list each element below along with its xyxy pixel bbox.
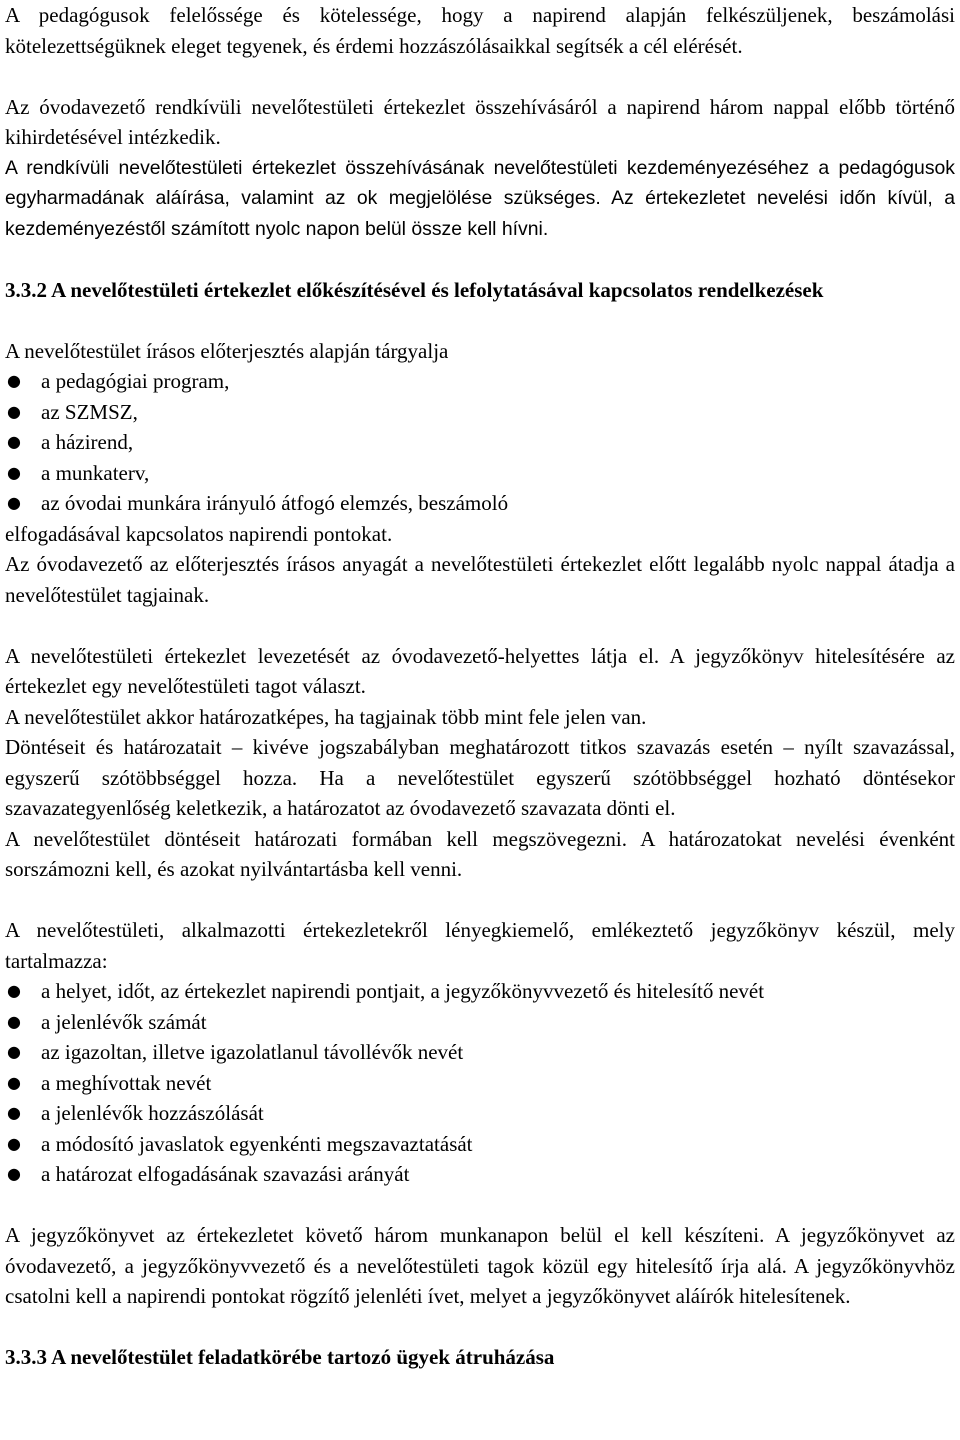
paragraph-spacer xyxy=(5,305,955,336)
list-item xyxy=(5,1098,955,1129)
list-item-text: az SZMSZ, xyxy=(41,399,138,424)
list-item-text: a meghívottak nevét xyxy=(41,1070,212,1095)
paragraph-teacher-responsibility: A pedagógusok felelőssége és kötelessége, hogy a napirend alapján felkészüljenek, beszámolási kötelezettségüknek eleget tegyenek, és érdemi hozzászólásaikkal segítsék a cél elérését. xyxy=(5,3,955,58)
bullet-icon: ● xyxy=(7,1011,21,1031)
paragraph-spacer xyxy=(5,885,955,916)
paragraph-meeting-initiative: A rendkívüli nevelőtestületi értekezlet összehívásának nevelőtestületi kezdeményezéséhez a pedagógusok egyharmadának aláírása, valamint az ok megjelölése szükséges. Az értekezletet nevelési időn kívül, a kezdeményezéstől számított nyolc napon belül össze kell hívni. xyxy=(5,156,955,240)
bullet-icon: ● xyxy=(7,371,21,390)
paragraph-spacer xyxy=(5,244,955,275)
paragraph-spacer xyxy=(5,61,955,92)
list-item-text: a munkaterv, xyxy=(41,460,150,485)
paragraph-quorum: A nevelőtestület akkor határozatképes, ha tagjainak több mint fele jelen van. xyxy=(5,704,647,729)
list-item-text: a pedagógiai program, xyxy=(41,369,230,393)
paragraph-spacer xyxy=(5,1190,955,1221)
paragraph-proposal-intro: A nevelőtestület írásos előterjesztés alapján tárgyalja xyxy=(5,338,449,363)
list-item-text: a házirend, xyxy=(41,430,134,454)
list-item xyxy=(5,427,955,458)
paragraph-resolutions: A nevelőtestület döntéseit határozati formában kell megszövegezni. A határozatokat nevelési évenként sorszámozni kell, és azokat nyilvántartásba kell venni. xyxy=(5,826,955,881)
paragraph-extraordinary-meeting: Az óvodavezető rendkívüli nevelőtestületi értekezlet összehívásáról a napirend három nappal előbb történő kihirdetésével intézkedik. xyxy=(5,94,955,149)
list-item xyxy=(5,976,955,1007)
paragraph-meeting-chair: A nevelőtestületi értekezlet levezetését az óvodavezető-helyettes látja el. A jegyzőkönyv hitelesítésére az értekezlet egy nevelőtestületi tagot választ. xyxy=(5,643,955,698)
section-heading-3-3-2: 3.3.2 A nevelőtestületi értekezlet előkészítésével és lefolytatásával kapcsolatos rendelkezések xyxy=(5,277,824,302)
section-heading-3-3-3: 3.3.3 A nevelőtestület feladatkörébe tartozó ügyek átruházása xyxy=(5,1345,555,1369)
list-item-text: a jelenlévők számát xyxy=(41,1009,207,1034)
list-item xyxy=(5,458,955,489)
list-item xyxy=(5,397,955,428)
bullet-icon: ● xyxy=(7,493,21,512)
list-item-text: az igazoltan, illetve igazolatlanul távollévők nevét xyxy=(41,1040,464,1064)
paragraph-minutes-signing: A jegyzőkönyvet az értekezletet követő három munkanapon belül el kell készíteni. A jegyzőkönyvet az óvodavezető, a jegyzőkönyvvezető és a nevelőtestületi tagok közül egy hitelesítő írja alá. A jegyzőkönyvhöz csatolni kell a napirendi pontokat rögzítő jelenléti ívet, melyet a jegyzőkönyvet aláírók hitelesítenek. xyxy=(5,1223,955,1308)
list-item-text: a módosító javaslatok egyenkénti megszavaztatását xyxy=(41,1131,473,1156)
bullet-icon: ● xyxy=(7,1103,21,1122)
list-item xyxy=(5,1159,955,1190)
bullet-icon: ● xyxy=(7,981,21,1000)
list-item xyxy=(5,488,955,519)
paragraph-voting: Döntéseit és határozatait – kivéve jogszabályban meghatározott titkos szavazás esetén – nyílt szavazással, egyszerű szótöbbséggel hozza. Ha a nevelőtestület egyszerű szótöbbséggel hozható döntésekor szavazategyenlőség keletkezik, a határozatot az óvodavezető szavazata dönti el. xyxy=(5,735,955,820)
paragraph-proposal-handover: Az óvodavezető az előterjesztés írásos anyagát a nevelőtestületi értekezlet előtt legalább nyolc nappal átadja a nevelőtestület tagjainak. xyxy=(5,552,955,607)
list-item xyxy=(5,1068,955,1099)
list-item xyxy=(5,1007,955,1038)
bullet-icon: ● xyxy=(7,462,21,482)
bullet-icon: ● xyxy=(7,1042,21,1061)
list-item-text: a helyet, időt, az értekezlet napirendi pontjait, a jegyzőkönyvvezető és hitelesítő nevét xyxy=(41,979,765,1003)
paragraph-minutes-intro: A nevelőtestületi, alkalmazotti értekezletekről lényegkiemelő, emlékeztető jegyzőkönyv készül, mely tartalmazza: xyxy=(5,918,955,973)
bullet-icon: ● xyxy=(7,1164,21,1183)
list-minutes-contents xyxy=(5,976,955,1190)
list-item-text: a határozat elfogadásának szavazási arányát xyxy=(41,1162,410,1186)
bullet-icon: ● xyxy=(7,432,21,451)
bullet-icon: ● xyxy=(7,1072,21,1092)
list-item-text: az óvodai munkára irányuló átfogó elemzés, beszámoló xyxy=(41,491,509,515)
list-documents xyxy=(5,366,955,519)
list-item xyxy=(5,1037,955,1068)
bullet-icon: ● xyxy=(7,1133,21,1153)
paragraph-spacer xyxy=(5,1312,955,1343)
list-item xyxy=(5,1129,955,1160)
list-item xyxy=(5,366,955,397)
bullet-icon: ● xyxy=(7,401,21,421)
list-item-text: a jelenlévők hozzászólását xyxy=(41,1101,264,1125)
paragraph-proposal-outro: elfogadásával kapcsolatos napirendi pontokat. xyxy=(5,521,393,546)
document-page xyxy=(5,0,955,1373)
paragraph-spacer xyxy=(5,610,955,641)
